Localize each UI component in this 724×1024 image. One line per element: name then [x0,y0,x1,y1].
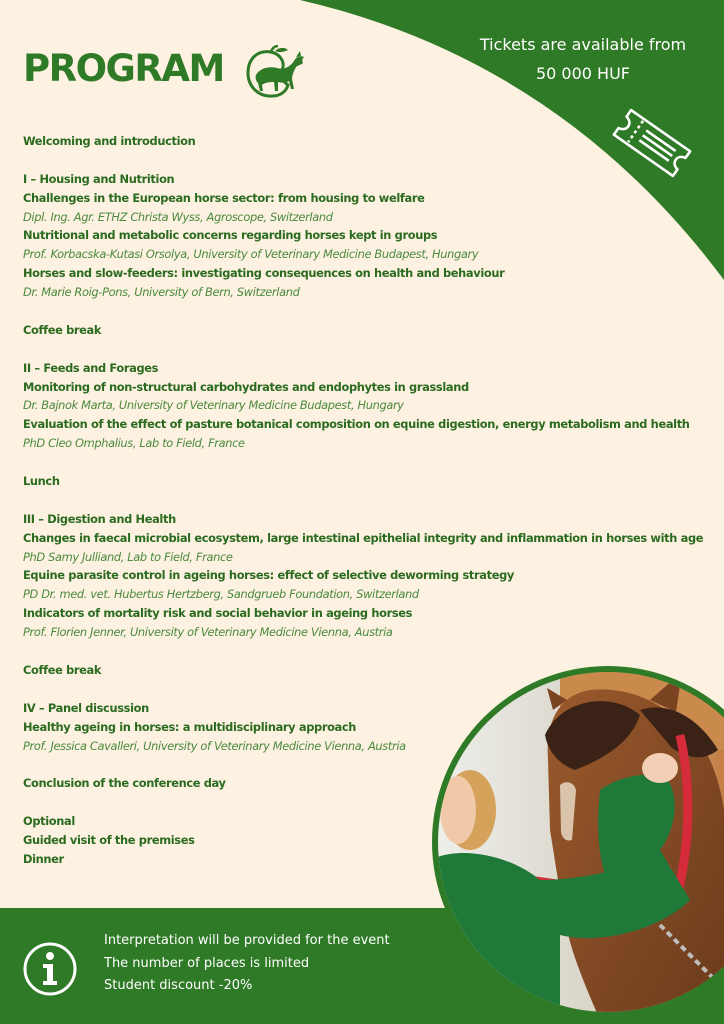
talk-speaker: Prof. Jessica Cavalleri, University of Veterinary Medicine Vienna, Austria [23,738,406,753]
talk-title: Nutritional and metabolic concerns regarding horses kept in groups [23,228,438,243]
tickets-line-1: Tickets are available from [479,35,687,54]
talk-speaker: PhD Samy Julliand, Lab to Field, France [23,549,233,564]
lunch-item: Lunch [23,474,60,489]
conclusion-item: Conclusion of the conference day [23,776,226,791]
optional-heading: Optional [23,814,75,829]
welcome-item: Welcoming and introduction [23,134,196,148]
break-item: Coffee break [23,662,102,677]
break-item: Coffee break [23,322,102,337]
talk-speaker: Prof. Korbacska-Kutasi Orsolya, University of Veterinary Medicine Budapest, Hungary [23,247,479,262]
section-title: III – Digestion and Health [23,511,176,526]
talk-title: Indicators of mortality risk and social behavior in ageing horses [23,606,413,621]
talk-title: Monitoring of non-structural carbohydrates and endophytes in grassland [23,379,469,394]
tickets-price: 50 000 HUF [535,64,630,83]
page-title: PROGRAM [23,47,224,90]
talk-speaker: Dipl. Ing. Agr. ETHZ Christa Wyss, Agroscope, Switzerland [23,209,333,224]
talk-title: Evaluation of the effect of pasture botanical composition on equine digestion, energy metabolism and health [23,417,690,432]
talk-speaker: Dr. Bajnok Marta, University of Veterinary Medicine Budapest, Hungary [23,398,404,413]
talk-title: Equine parasite control in ageing horses: effect of selective deworming strategy [23,568,514,583]
talk-speaker: Prof. Florien Jenner, University of Veterinary Medicine Vienna, Austria [23,625,393,640]
section-title: II – Feeds and Forages [23,360,159,375]
talk-title: Horses and slow-feeders: investigating consequences on health and behaviour [23,266,505,281]
section-title: IV – Panel discussion [23,700,149,715]
footer-line: Student discount -20% [104,978,253,993]
optional-item: Guided visit of the premises [23,832,195,847]
talk-speaker: Dr. Marie Roig-Pons, University of Bern, Switzerland [23,285,300,300]
footer-line: The number of places is limited [104,955,310,971]
footer-line: Interpretation will be provided for the event [104,933,390,948]
section-title: I – Housing and Nutrition [23,171,175,186]
talk-title: Challenges in the European horse sector: from housing to welfare [23,190,425,205]
optional-item: Dinner [23,851,64,866]
talk-title: Changes in faecal microbial ecosystem, large intestinal epithelial integrity and inflammation in horses with age [23,530,704,545]
info-icon [22,941,78,997]
talk-speaker: PD Dr. med. vet. Hubertus Hertzberg, Sandgrueb Foundation, Switzerland [23,587,419,602]
talk-title: Healthy ageing in horses: a multidisciplinary approach [23,719,357,734]
footer-info [104,930,390,998]
talk-speaker: PhD Cleo Omphalius, Lab to Field, France [23,436,245,451]
